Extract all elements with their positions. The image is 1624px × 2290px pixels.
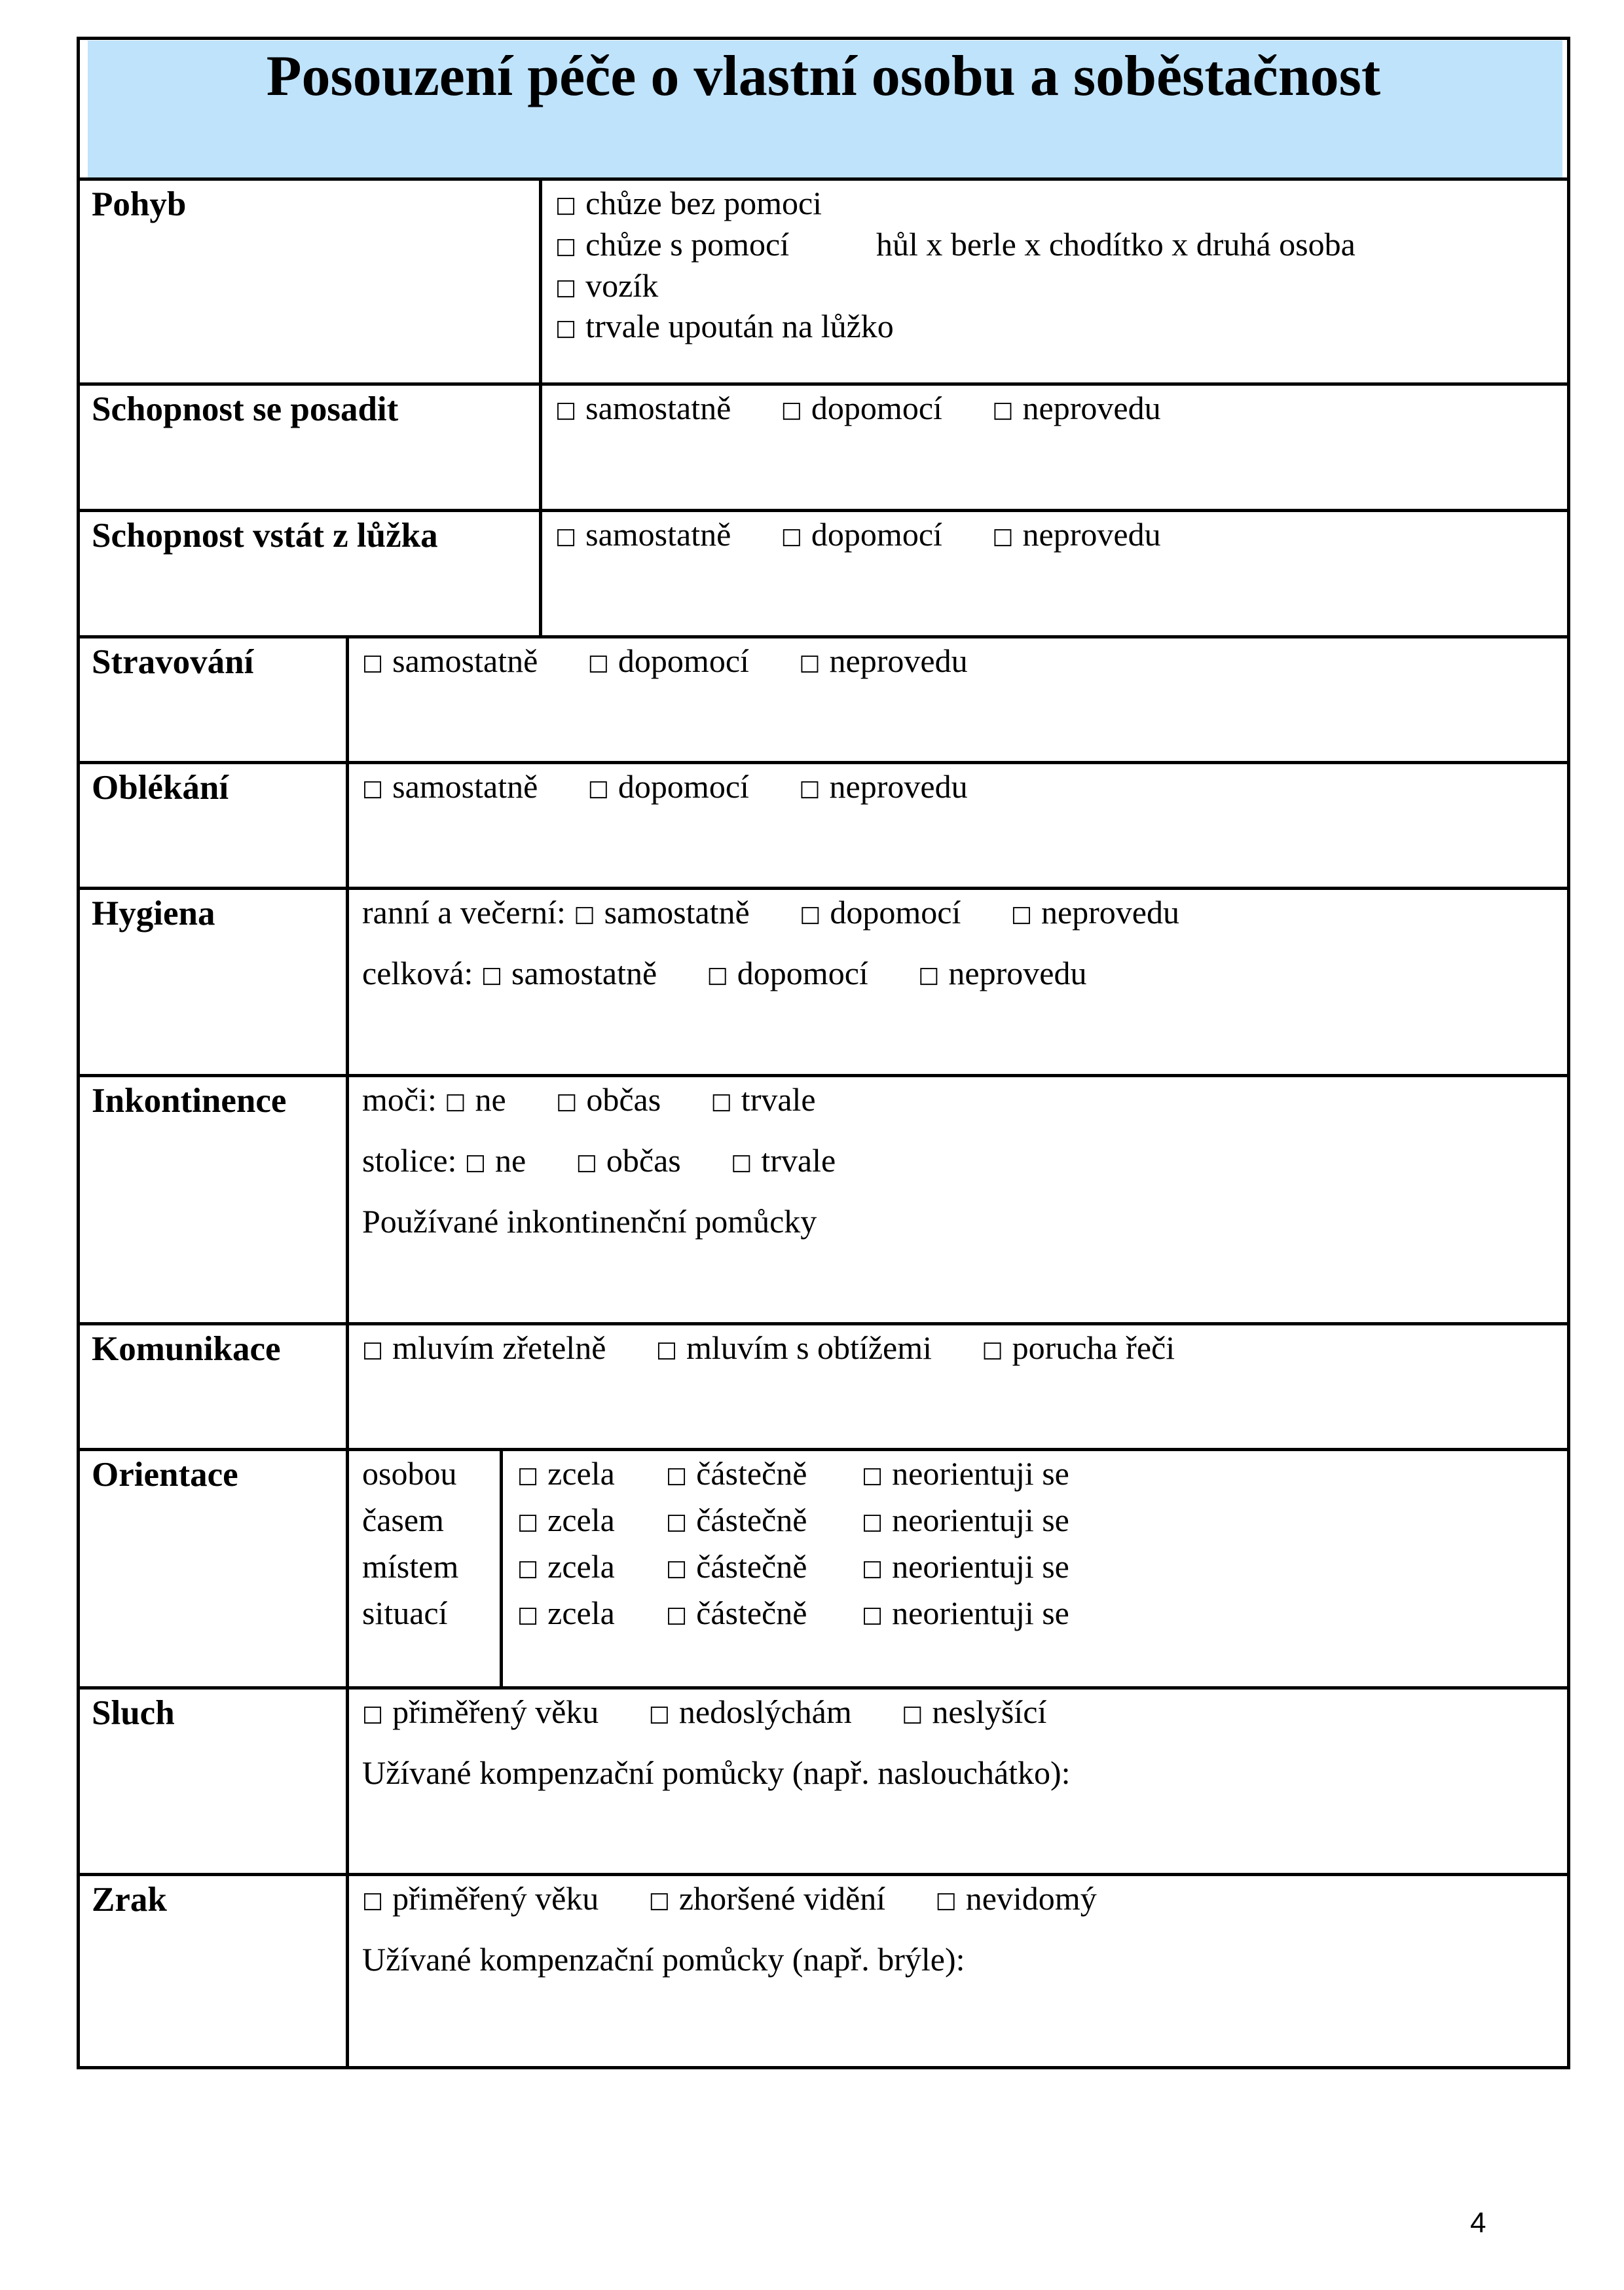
checkbox-icon[interactable]: □ — [576, 1149, 597, 1175]
checkbox-icon[interactable]: □ — [555, 274, 577, 301]
checkbox-icon[interactable]: □ — [800, 901, 821, 927]
options-stravovani — [362, 640, 968, 686]
option-neorientuji-se[interactable]: □ neorientuji se — [862, 1455, 1069, 1492]
option-nevidomy[interactable]: □ nevidomý — [935, 1880, 1097, 1917]
row-label-sluch: Sluch — [92, 1694, 175, 1732]
option-chuze-s-pomoci[interactable]: □ chůze s pomocí — [555, 226, 790, 263]
checkbox-icon[interactable]: □ — [362, 650, 384, 676]
option-ne[interactable]: □ ne — [445, 1081, 506, 1118]
checkbox-icon[interactable]: □ — [648, 1887, 670, 1913]
orientace-name-osobou: osobou — [362, 1455, 457, 1492]
row-divider — [77, 1074, 1570, 1077]
option-nedoslycham[interactable]: □ nedoslýchám — [648, 1693, 852, 1730]
row-divider — [77, 635, 1570, 638]
row-label-stravovani: Stravování — [92, 643, 254, 681]
option-zcela[interactable]: □ zcela — [517, 1548, 615, 1585]
checkbox-icon[interactable]: □ — [655, 1337, 678, 1363]
column-divider — [539, 177, 542, 637]
checkbox-icon[interactable]: □ — [587, 650, 609, 676]
option-obcas[interactable]: □ občas — [556, 1081, 661, 1118]
checkbox-icon[interactable]: □ — [982, 1337, 1003, 1363]
row-label-posadit: Schopnost se posadit — [92, 390, 399, 428]
orientace-name-casem: časem — [362, 1502, 444, 1538]
option-primereny-veku[interactable]: □ přiměřený věku — [362, 1880, 599, 1917]
row-divider — [77, 1448, 1570, 1451]
row-label-orientace: Orientace — [92, 1456, 238, 1494]
checkbox-icon[interactable]: □ — [862, 1509, 883, 1535]
checkbox-icon[interactable]: □ — [574, 901, 595, 927]
checkbox-icon[interactable]: □ — [587, 775, 609, 802]
row-label-vstat: Schopnost vstát z lůžka — [92, 517, 438, 555]
options-inkontinence-stolice: stolice: □ ne □ občas □ trvale — [362, 1142, 836, 1179]
option-zcela[interactable]: □ zcela — [517, 1595, 615, 1631]
option-ne[interactable]: □ ne — [464, 1142, 526, 1179]
option-neorientuji-se[interactable]: □ neorientuji se — [862, 1548, 1069, 1585]
option-trvale[interactable]: □ trvale — [710, 1081, 816, 1118]
checkbox-icon[interactable]: □ — [862, 1602, 883, 1628]
option-neprovedu[interactable]: □ neprovedu — [992, 516, 1161, 553]
option-mluvim-zretelne[interactable]: □ mluvím zřetelně — [362, 1329, 606, 1366]
option-neslysici[interactable]: □ neslyšící — [902, 1693, 1047, 1730]
option-castecne[interactable]: □ částečně — [666, 1548, 807, 1585]
option-castecne[interactable]: □ částečně — [666, 1502, 807, 1538]
checkbox-icon[interactable]: □ — [648, 1701, 670, 1727]
inkontinence-pomucky-label: Používané inkontinenční pomůcky — [362, 1203, 817, 1240]
checkbox-icon[interactable]: □ — [362, 775, 384, 802]
option-samostatne[interactable]: □ samostatně — [555, 516, 731, 553]
option-dopomoci[interactable]: □ dopomocí — [781, 390, 942, 426]
row-divider — [77, 1322, 1570, 1325]
checkbox-icon[interactable]: □ — [556, 1088, 578, 1115]
checkbox-icon[interactable]: □ — [799, 650, 821, 676]
option-samostatne[interactable]: □ samostatně — [362, 642, 538, 679]
option-neprovedu[interactable]: □ neprovedu — [799, 642, 968, 679]
checkbox-icon[interactable]: □ — [555, 233, 577, 259]
option-zcela[interactable]: □ zcela — [517, 1455, 615, 1492]
checkbox-icon[interactable]: □ — [781, 523, 802, 549]
option-vozik[interactable]: □ vozík — [555, 267, 659, 304]
option-neorientuji-se[interactable]: □ neorientuji se — [862, 1595, 1069, 1631]
option-trvale[interactable]: □ trvale — [731, 1142, 836, 1179]
row-divider — [77, 509, 1570, 512]
option-neprovedu[interactable]: □ neprovedu — [992, 390, 1161, 426]
checkbox-icon[interactable]: □ — [707, 962, 728, 988]
checkbox-icon[interactable]: □ — [362, 1701, 384, 1727]
row-label-hygiena: Hygiena — [92, 895, 215, 933]
option-samostatne[interactable]: □ samostatně — [555, 390, 731, 426]
checkbox-icon[interactable]: □ — [666, 1509, 688, 1535]
options-vstat — [555, 513, 1161, 559]
page-title: Posouzení péče o vlastní osobu a soběstačnost — [266, 45, 1381, 108]
row-label-pohyb: Pohyb — [92, 185, 187, 223]
option-neprovedu[interactable]: □ neprovedu — [1010, 894, 1180, 931]
checkbox-icon[interactable]: □ — [902, 1701, 923, 1727]
checkbox-icon[interactable]: □ — [481, 962, 502, 988]
row-label-zrak: Zrak — [92, 1881, 167, 1919]
options-hygiena-ranni: ranní a večerní: □ samostatně □ dopomocí □ neprovedu — [362, 894, 1180, 931]
row-divider — [77, 382, 1570, 386]
checkbox-icon[interactable]: □ — [517, 1602, 539, 1628]
options-zrak — [362, 1877, 1097, 1923]
zrak-pomucky-label: Užívané kompenzační pomůcky (např. brýle): — [362, 1941, 965, 1978]
checkbox-icon[interactable]: □ — [731, 1149, 752, 1175]
column-divider — [346, 635, 349, 2069]
column-divider — [500, 1448, 503, 1688]
orientace-name-situaci: situací — [362, 1595, 448, 1631]
option-primereny-veku[interactable]: □ přiměřený věku — [362, 1693, 599, 1730]
checkbox-icon[interactable]: □ — [555, 523, 577, 549]
option-dopomoci[interactable]: □ dopomocí — [800, 894, 961, 931]
checkbox-icon[interactable]: □ — [555, 192, 577, 218]
option-samostatne[interactable]: □ samostatně — [574, 894, 750, 931]
option-trvale-upoutan[interactable]: □ trvale upoután na lůžko — [555, 308, 894, 344]
checkbox-icon[interactable]: □ — [517, 1462, 539, 1488]
sluch-pomucky-label: Užívané kompenzační pomůcky (např. naslouchátko): — [362, 1754, 1071, 1791]
orientace-name-mistem: místem — [362, 1548, 459, 1585]
options-posadit — [555, 387, 1161, 433]
checkbox-icon[interactable]: □ — [935, 1887, 957, 1913]
checkbox-icon[interactable]: □ — [555, 397, 577, 423]
row-label-oblekani: Oblékání — [92, 769, 229, 807]
option-neprovedu[interactable]: □ neprovedu — [799, 768, 968, 805]
options-inkontinence-moci: moči: □ ne □ občas □ trvale — [362, 1081, 816, 1118]
option-dopomoci[interactable]: □ dopomocí — [587, 642, 749, 679]
checkbox-icon[interactable]: □ — [555, 315, 577, 341]
checkbox-icon[interactable]: □ — [992, 397, 1014, 423]
row-divider — [77, 761, 1570, 764]
option-porucha-reci[interactable]: □ porucha řeči — [982, 1329, 1175, 1366]
checkbox-icon[interactable]: □ — [666, 1602, 688, 1628]
checkbox-icon[interactable]: □ — [862, 1555, 883, 1581]
option-castecne[interactable]: □ částečně — [666, 1455, 807, 1492]
checkbox-icon[interactable]: □ — [710, 1088, 732, 1115]
checkbox-icon[interactable]: □ — [517, 1555, 539, 1581]
row-divider — [77, 1686, 1570, 1690]
checkbox-icon[interactable]: □ — [1010, 901, 1032, 927]
option-samostatne[interactable]: □ samostatně — [362, 768, 538, 805]
option-neprovedu[interactable]: □ neprovedu — [918, 955, 1087, 991]
checkbox-icon[interactable]: □ — [666, 1555, 688, 1581]
checkbox-icon[interactable]: □ — [666, 1462, 688, 1488]
option-dopomoci[interactable]: □ dopomocí — [707, 955, 868, 991]
row-label-komunikace: Komunikace — [92, 1330, 281, 1368]
option-dopomoci[interactable]: □ dopomocí — [587, 768, 749, 805]
checkbox-icon[interactable]: □ — [362, 1337, 384, 1363]
option-zcela[interactable]: □ zcela — [517, 1502, 615, 1538]
checkbox-icon[interactable]: □ — [862, 1462, 883, 1488]
options-hygiena-celkova: celková: □ samostatně □ dopomocí □ neprovedu — [362, 955, 1087, 991]
option-dopomoci[interactable]: □ dopomocí — [781, 516, 942, 553]
option-samostatne[interactable]: □ samostatně — [481, 955, 657, 991]
checkbox-icon[interactable]: □ — [464, 1149, 487, 1175]
options-sluch — [362, 1691, 1046, 1737]
option-zhorsene-videni[interactable]: □ zhoršené vidění — [648, 1880, 886, 1917]
row-label-inkontinence: Inkontinence — [92, 1082, 287, 1120]
row-divider — [77, 177, 1570, 181]
checkbox-icon[interactable]: □ — [517, 1509, 539, 1535]
options-oblekani — [362, 766, 968, 811]
options-komunikace — [362, 1327, 1175, 1373]
option-neorientuji-se[interactable]: □ neorientuji se — [862, 1502, 1069, 1538]
page-number: 4 — [1470, 2207, 1486, 2239]
checkbox-icon[interactable]: □ — [992, 523, 1014, 549]
checkbox-icon[interactable]: □ — [362, 1887, 384, 1913]
row-divider — [77, 1873, 1570, 1876]
option-chuze-s-pomoci-detail: hůl x berle x chodítko x druhá osoba — [876, 226, 1356, 263]
option-mluvim-s-obtizemi[interactable]: □ mluvím s obtížemi — [655, 1329, 932, 1366]
checkbox-icon[interactable]: □ — [445, 1088, 466, 1115]
checkbox-icon[interactable]: □ — [918, 962, 940, 988]
option-obcas[interactable]: □ občas — [576, 1142, 681, 1179]
checkbox-icon[interactable]: □ — [799, 775, 821, 802]
option-chuze-bez-pomoci[interactable]: □ chůze bez pomoci — [555, 185, 822, 221]
checkbox-icon[interactable]: □ — [781, 397, 802, 423]
row-divider — [77, 887, 1570, 890]
option-castecne[interactable]: □ částečně — [666, 1595, 807, 1631]
